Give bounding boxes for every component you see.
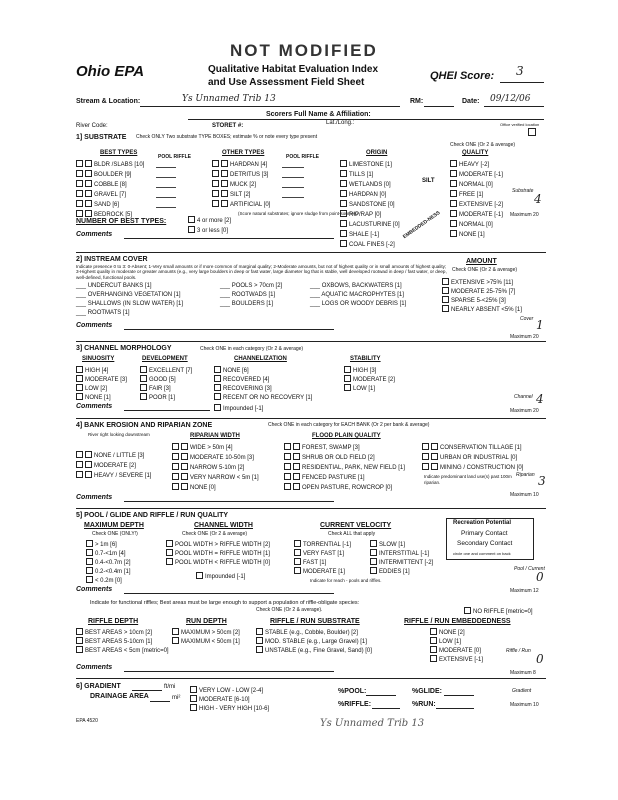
other-types-header: OTHER TYPES	[222, 150, 265, 156]
pool-glide-title: 5] POOL / GLIDE AND RIFFLE / RUN QUALITY	[76, 512, 229, 519]
run-percent-label: %RUN:	[412, 701, 436, 708]
latlong-label: Lat./Long.:	[326, 120, 355, 126]
riffle-percent-label: %RIFFLE:	[338, 701, 372, 708]
riffle-embed-item[interactable]: EXTENSIVE [-1]	[430, 655, 483, 664]
flood-plain-item[interactable]: FENCED PASTURE [1]	[284, 473, 365, 482]
recreation-potential-box	[446, 518, 534, 560]
riffle-depth-header: RIFFLE DEPTH	[88, 618, 139, 625]
gradient-score-label: Gradient	[512, 688, 532, 694]
other-type-item[interactable]: ARTIFICIAL [0]	[212, 200, 270, 209]
pool-max-label: Maximum 12	[510, 588, 539, 594]
flood-plain-item[interactable]: SHRUB OR OLD FIELD [2]	[284, 453, 375, 462]
substrate-comments-label: Comments	[76, 231, 113, 238]
current-item[interactable]: INTERSTITIAL [-1]	[370, 549, 429, 558]
riffle-substrate-header: RIFFLE / RUN SUBSTRATE	[270, 618, 360, 625]
land-use-note: Indicate predominant land use(s) past 100m riparian.	[424, 474, 512, 485]
max-depth-instructions: Check ONE (ONLY!)	[92, 531, 138, 537]
cover-item[interactable]: ___ ROOTWADS [1]	[220, 292, 276, 298]
cover-item[interactable]: ___ SHALLOWS (IN SLOW WATER) [1]	[76, 301, 184, 307]
origin-item[interactable]: SHALE [-1]	[340, 230, 379, 239]
stability-item[interactable]: MODERATE [2]	[344, 375, 395, 384]
ohio-epa-logo: Ohio EPA	[76, 63, 145, 80]
amount-item[interactable]: MODERATE 25-75% [7]	[442, 287, 515, 296]
channel-score-value: 4	[536, 392, 544, 406]
river-code-label: River Code:	[76, 123, 108, 129]
channel-width-item[interactable]: POOL WIDTH < RIFFLE WIDTH [0]	[166, 558, 270, 567]
origin-item[interactable]: TILLS [1]	[340, 170, 373, 179]
cover-score-value: 1	[536, 318, 544, 332]
sinuosity-item[interactable]: LOW [2]	[76, 384, 107, 393]
riffle-depth-item[interactable]: BEST AREAS < 5cm [metric=0]	[76, 646, 169, 655]
channelization-item[interactable]: Impounded [-1]	[214, 404, 263, 413]
cover-item[interactable]: ___ ROOTMATS [1]	[76, 310, 130, 316]
drainage-unit: mi²	[172, 695, 181, 701]
embeddedness-label: EMBEDDED-NESS	[401, 210, 442, 241]
handwritten-signature: Ys Unnamed Trib 13	[320, 718, 425, 729]
scorers-label: Scorers Full Name & Affiliation:	[266, 111, 371, 118]
gradient-title: 6] GRADIENT	[76, 683, 121, 690]
channel-max-label: Maximum 20	[510, 408, 539, 414]
origin-item[interactable]: LIMESTONE [1]	[340, 160, 392, 169]
origin-item[interactable]: COAL FINES [-2]	[340, 240, 395, 249]
max-depth-item[interactable]: 0.2-<0.4m [1]	[86, 567, 131, 576]
recreation-note: circle one and comment on back	[453, 551, 511, 556]
channel-width-header: CHANNEL WIDTH	[194, 522, 253, 529]
sinuosity-header: SINUOSITY	[82, 356, 115, 362]
riparian-score-label: Riparian	[516, 472, 535, 478]
pool-riffle-header: POOL RIFFLE	[158, 154, 191, 160]
riffle-depth-item[interactable]: BEST AREAS > 10cm [2]	[76, 628, 152, 637]
channelization-item[interactable]: NONE [6]	[214, 366, 249, 375]
channelization-item[interactable]: RECOVERED [4]	[214, 375, 269, 384]
quality-item[interactable]: FREE [1]	[450, 190, 483, 199]
amount-instructions: Check ONE (Or 2 & average)	[452, 267, 518, 273]
flood-plain-item[interactable]: CONSERVATION TILLAGE [1]	[422, 443, 522, 452]
riffle-embed-item[interactable]: NONE [2]	[430, 628, 465, 637]
gradient-unit: ft/mi	[164, 684, 176, 690]
quality-item[interactable]: NORMAL [0]	[450, 220, 493, 229]
origin-header: ORIGIN	[366, 150, 388, 156]
channelization-header: CHANNELIZATION	[234, 356, 287, 362]
substrate-score-value: 4	[534, 192, 542, 206]
max-depth-item[interactable]: 0.4-<0.7m [2]	[86, 558, 131, 567]
amount-item[interactable]: EXTENSIVE >75% [11]	[442, 278, 513, 287]
development-item[interactable]: POOR [1]	[140, 393, 175, 402]
stability-header: STABILITY	[350, 356, 381, 362]
substrate-title: 1] SUBSTRATE	[76, 134, 127, 141]
max-depth-item[interactable]: 0.7-<1m [4]	[86, 549, 126, 558]
channel-width-item[interactable]: POOL WIDTH > RIFFLE WIDTH [2]	[166, 540, 270, 549]
gradient-item[interactable]: MODERATE [6-10]	[190, 695, 250, 704]
recreation-primary[interactable]: Primary Contact	[461, 530, 508, 537]
riffle-score-label: Riffle / Run	[506, 648, 531, 654]
flood-plain-item[interactable]: MINING / CONSTRUCTION [0]	[422, 463, 523, 472]
best-type-item[interactable]: SAND [6]	[76, 200, 119, 209]
office-verified-checkbox[interactable]	[528, 128, 536, 136]
riparian-width-item[interactable]: NARROW 5-10m [2]	[172, 463, 244, 472]
gradient-item[interactable]: HIGH - VERY HIGH [10-6]	[190, 704, 269, 713]
riffle-instructions-2: Check ONE (Or 2 & average).	[256, 607, 323, 613]
channel-morphology-instructions: Check ONE in each category (Or 2 & average)	[200, 346, 304, 352]
stream-location-value: Ys Unnamed Trib 13	[182, 94, 276, 104]
amount-item[interactable]: NEARLY ABSENT <5% [1]	[442, 305, 522, 314]
rm-label: RM:	[410, 98, 424, 105]
quality-item[interactable]: EXTENSIVE [-2]	[450, 200, 503, 209]
origin-item[interactable]: WETLANDS [0]	[340, 180, 391, 189]
flood-plain-item[interactable]: OPEN PASTURE, ROWCROP [0]	[284, 483, 392, 492]
form-title-1: Qualitative Habitat Evaluation Index	[208, 64, 379, 75]
run-depth-item[interactable]: MAXIMUM > 50cm [2]	[172, 628, 240, 637]
best-type-item[interactable]: BLDR /SLABS [10]	[76, 160, 144, 169]
quality-item[interactable]: MODERATE [-1]	[450, 170, 503, 179]
riffle-substrate-item[interactable]: MOD. STABLE (e.g., Large Gravel) [1]	[256, 637, 367, 646]
impounded-item[interactable]: Impounded [-1]	[196, 572, 245, 581]
riffle-embeddedness-header: RIFFLE / RUN EMBEDDEDNESS	[404, 618, 511, 625]
quality-instructions: Check ONE (Or 2 & average)	[450, 142, 516, 148]
pool-percent-label: %POOL:	[338, 688, 367, 695]
sinuosity-item[interactable]: MODERATE [3]	[76, 375, 127, 384]
current-velocity-header: CURRENT VELOCITY	[320, 522, 392, 529]
amount-item[interactable]: SPARSE 5-<25% [3]	[442, 296, 506, 305]
channel-width-instructions: Check ONE (Or 2 & average)	[182, 531, 248, 537]
amount-header: AMOUNT	[466, 258, 497, 265]
current-velocity-instructions: Check ALL that apply	[328, 531, 376, 537]
erosion-item[interactable]: HEAVY / SEVERE [1]	[76, 471, 151, 480]
substrate-note: (Score natural substrates; ignore sludge from point-sources)	[238, 211, 358, 216]
riparian-comments-label: Comments	[76, 494, 113, 501]
quality-item[interactable]: HEAVY [-2]	[450, 160, 489, 169]
number-opt-4-or-more[interactable]: 4 or more [2]	[188, 216, 231, 225]
river-right-note: River right looking downstream	[88, 432, 150, 437]
form-title-2: and Use Assessment Field Sheet	[208, 77, 365, 88]
max-depth-item[interactable]: > 1m [6]	[86, 540, 117, 549]
other-type-item[interactable]: MUCK [2]	[212, 180, 256, 189]
bank-erosion-instructions: Check ONE in each category for EACH BANK (Or 2 per bank & average)	[268, 422, 430, 428]
erosion-item[interactable]: NONE / LITTLE [3]	[76, 451, 144, 460]
riffle-depth-item[interactable]: BEST AREAS 5-10cm [1]	[76, 637, 152, 646]
quality-item[interactable]: NORMAL [0]	[450, 180, 493, 189]
origin-item[interactable]: LACUSTURINE [0]	[340, 220, 400, 229]
silt-label: SILT	[422, 178, 435, 184]
cover-max-label: Maximum 20	[510, 334, 539, 340]
quality-item[interactable]: MODERATE [-1]	[450, 210, 503, 219]
riffle-instructions: Indicate for functional riffles; Best areas must be large enough to support a population of riffle-obligate species:	[90, 600, 360, 606]
best-types-header: BEST TYPES	[100, 150, 138, 156]
development-item[interactable]: FAIR [3]	[140, 384, 171, 393]
cover-item[interactable]: ___ BOULDERS [1]	[220, 301, 274, 307]
riffle-max-label: Maximum 8	[510, 670, 536, 676]
riffle-comments-label: Comments	[76, 664, 113, 671]
number-opt-3-or-less[interactable]: 3 or less [0]	[188, 226, 228, 235]
flood-plain-item[interactable]: RESIDENTIAL, PARK, NEW FIELD [1]	[284, 463, 405, 472]
no-riffle-item[interactable]: NO RIFFLE [metric=0]	[464, 607, 533, 616]
substrate-max-label: Maximum 20	[510, 212, 539, 218]
office-verified-label: Office verified location	[500, 122, 540, 127]
channel-width-item[interactable]: POOL WIDTH = RIFFLE WIDTH [1]	[166, 549, 270, 558]
channel-score-label: Channel	[514, 394, 533, 400]
riffle-substrate-item[interactable]: UNSTABLE (e.g., Fine Gravel, Sand) [0]	[256, 646, 372, 655]
flood-plain-header: FLOOD PLAIN QUALITY	[312, 433, 381, 439]
max-depth-header: MAXIMUM DEPTH	[84, 522, 144, 529]
riparian-width-header: RIPARIAN WIDTH	[190, 433, 240, 439]
current-item[interactable]: FAST [1]	[294, 558, 326, 567]
current-item[interactable]: MODERATE [1]	[294, 567, 345, 576]
current-item[interactable]: VERY FAST [1]	[294, 549, 344, 558]
recreation-title: Recreation Potential	[453, 520, 512, 526]
quality-header: QUALITY	[462, 150, 489, 156]
origin-item[interactable]: RIP/RAP [0]	[340, 210, 381, 219]
glide-percent-label: %GLIDE:	[412, 688, 442, 695]
sinuosity-item[interactable]: HIGH [4]	[76, 366, 108, 375]
flood-plain-item[interactable]: FOREST, SWAMP [3]	[284, 443, 360, 452]
riparian-max-label: Maximum 10	[510, 492, 539, 498]
erosion-item[interactable]: MODERATE [2]	[76, 461, 136, 470]
best-type-item[interactable]: BOULDER [9]	[76, 170, 131, 179]
qhei-score-label: QHEI Score:	[430, 70, 495, 82]
channel-morphology-title: 3] CHANNEL MORPHOLOGY	[76, 345, 172, 352]
cover-item[interactable]: ___ LOGS OR WOODY DEBRIS [1]	[310, 301, 407, 307]
pool-score-label: Pool / Current	[514, 566, 545, 572]
qhei-score-value: 3	[516, 64, 524, 78]
origin-item[interactable]: SANDSTONE [0]	[340, 200, 395, 209]
max-depth-item[interactable]: < 0.2m [0]	[86, 576, 122, 585]
channelization-item[interactable]: RECOVERING [3]	[214, 384, 272, 393]
channel-comments-label: Comments	[76, 403, 113, 410]
other-type-item[interactable]: HARDPAN [4]	[212, 160, 267, 169]
riparian-width-item[interactable]: MODERATE 10-50m [3]	[172, 453, 254, 462]
date-value: 09/12/06	[490, 94, 531, 104]
pool-comments-label: Comments	[76, 586, 113, 593]
footer-code: EPA 4520	[76, 718, 98, 724]
riffle-embed-item[interactable]: MODERATE [0]	[430, 646, 481, 655]
channelization-item[interactable]: RECENT OR NO RECOVERY [1]	[214, 393, 312, 402]
instream-cover-instructions: Indicate presence 0 to 3: 0-Absent; 1-Very small amounts or if more common of marginal quality; 2-Moderate amounts, but not of highest quality or in small amounts of highest quality; 3-Highest quality in moderate or greater amounts (e.g., very large boulders in deep or fast water, large diameter log that is stable, well developed rootwad in deep / fast water, or deep, well-defined, functional pools.	[76, 264, 447, 280]
riparian-score-value: 3	[538, 474, 546, 488]
substrate-instructions: Check ONLY Two substrate TYPE BOXES; estimate % or note every type present	[136, 134, 318, 140]
gradient-item[interactable]: VERY LOW - LOW [2-4]	[190, 686, 263, 695]
not-modified-stamp: NOT MODIFIED	[230, 41, 378, 60]
flood-plain-item[interactable]: URBAN OR INDUSTRIAL [0]	[422, 453, 517, 462]
development-item[interactable]: GOOD [5]	[140, 375, 176, 384]
current-note: Indicate for reach - pools and riffles.	[310, 578, 382, 583]
best-type-item[interactable]: BEDROCK [5]	[76, 210, 132, 219]
recreation-secondary[interactable]: Secondary Contact	[457, 540, 513, 547]
pool-score-value: 0	[536, 570, 544, 584]
cover-item[interactable]: ___ OXBOWS, BACKWATERS [1]	[310, 283, 402, 289]
stream-location-label: Stream & Location:	[76, 98, 141, 105]
run-depth-header: RUN DEPTH	[186, 618, 227, 625]
cover-score-label: Cover	[520, 316, 534, 322]
development-item[interactable]: EXCELLENT [7]	[140, 366, 192, 375]
pool-riffle-header-2: POOL RIFFLE	[286, 154, 319, 160]
gradient-max-label: Maximum 10	[510, 702, 539, 708]
instream-cover-title: 2] INSTREAM COVER	[76, 256, 148, 263]
current-item[interactable]: SLOW [1]	[370, 540, 405, 549]
current-item[interactable]: EDDIES [1]	[370, 567, 410, 576]
riffle-embed-item[interactable]: LOW [1]	[430, 637, 461, 646]
origin-item[interactable]: HARDPAN [0]	[340, 190, 386, 199]
drainage-area-label: DRAINAGE AREA	[90, 693, 149, 700]
cover-item[interactable]: ___ OVERHANGING VEGETATION [1]	[76, 292, 181, 298]
date-label: Date:	[462, 98, 480, 105]
riparian-width-item[interactable]: VERY NARROW < 5m [1]	[172, 473, 259, 482]
bank-erosion-title: 4] BANK EROSION AND RIPARIAN ZONE	[76, 422, 213, 429]
other-type-item[interactable]: SILT [2]	[212, 190, 250, 199]
cover-item[interactable]: ___ UNDERCUT BANKS [1]	[76, 283, 152, 289]
current-item[interactable]: TORRENTIAL [-1]	[294, 540, 351, 549]
other-type-item[interactable]: DETRITUS [3]	[212, 170, 268, 179]
substrate-score-label: Substrate	[512, 188, 534, 194]
storet-label: STORET #:	[212, 123, 244, 129]
stability-item[interactable]: LOW [1]	[344, 384, 375, 393]
riparian-width-item[interactable]: WIDE > 50m [4]	[172, 443, 233, 452]
best-type-item[interactable]: GRAVEL [7]	[76, 190, 126, 199]
riparian-width-item[interactable]: NONE [0]	[172, 483, 216, 492]
run-depth-item[interactable]: MAXIMUM < 50cm [1]	[172, 637, 240, 646]
cover-item[interactable]: ___ POOLS > 70cm [2]	[220, 283, 283, 289]
cover-item[interactable]: ___ AQUATIC MACROPHYTES [1]	[310, 292, 404, 298]
cover-comments-label: Comments	[76, 322, 113, 329]
quality-item[interactable]: NONE [1]	[450, 230, 485, 239]
number-best-types-label: NUMBER OF BEST TYPES:	[76, 218, 167, 225]
development-header: DEVELOPMENT	[142, 356, 188, 362]
riffle-substrate-item[interactable]: STABLE (e.g., Cobble, Boulder) [2]	[256, 628, 358, 637]
sinuosity-item[interactable]: NONE [1]	[76, 393, 111, 402]
stability-item[interactable]: HIGH [3]	[344, 366, 376, 375]
current-item[interactable]: INTERMITTENT [-2]	[370, 558, 433, 567]
riffle-score-value: 0	[536, 652, 544, 666]
best-type-item[interactable]: COBBLE [8]	[76, 180, 127, 189]
